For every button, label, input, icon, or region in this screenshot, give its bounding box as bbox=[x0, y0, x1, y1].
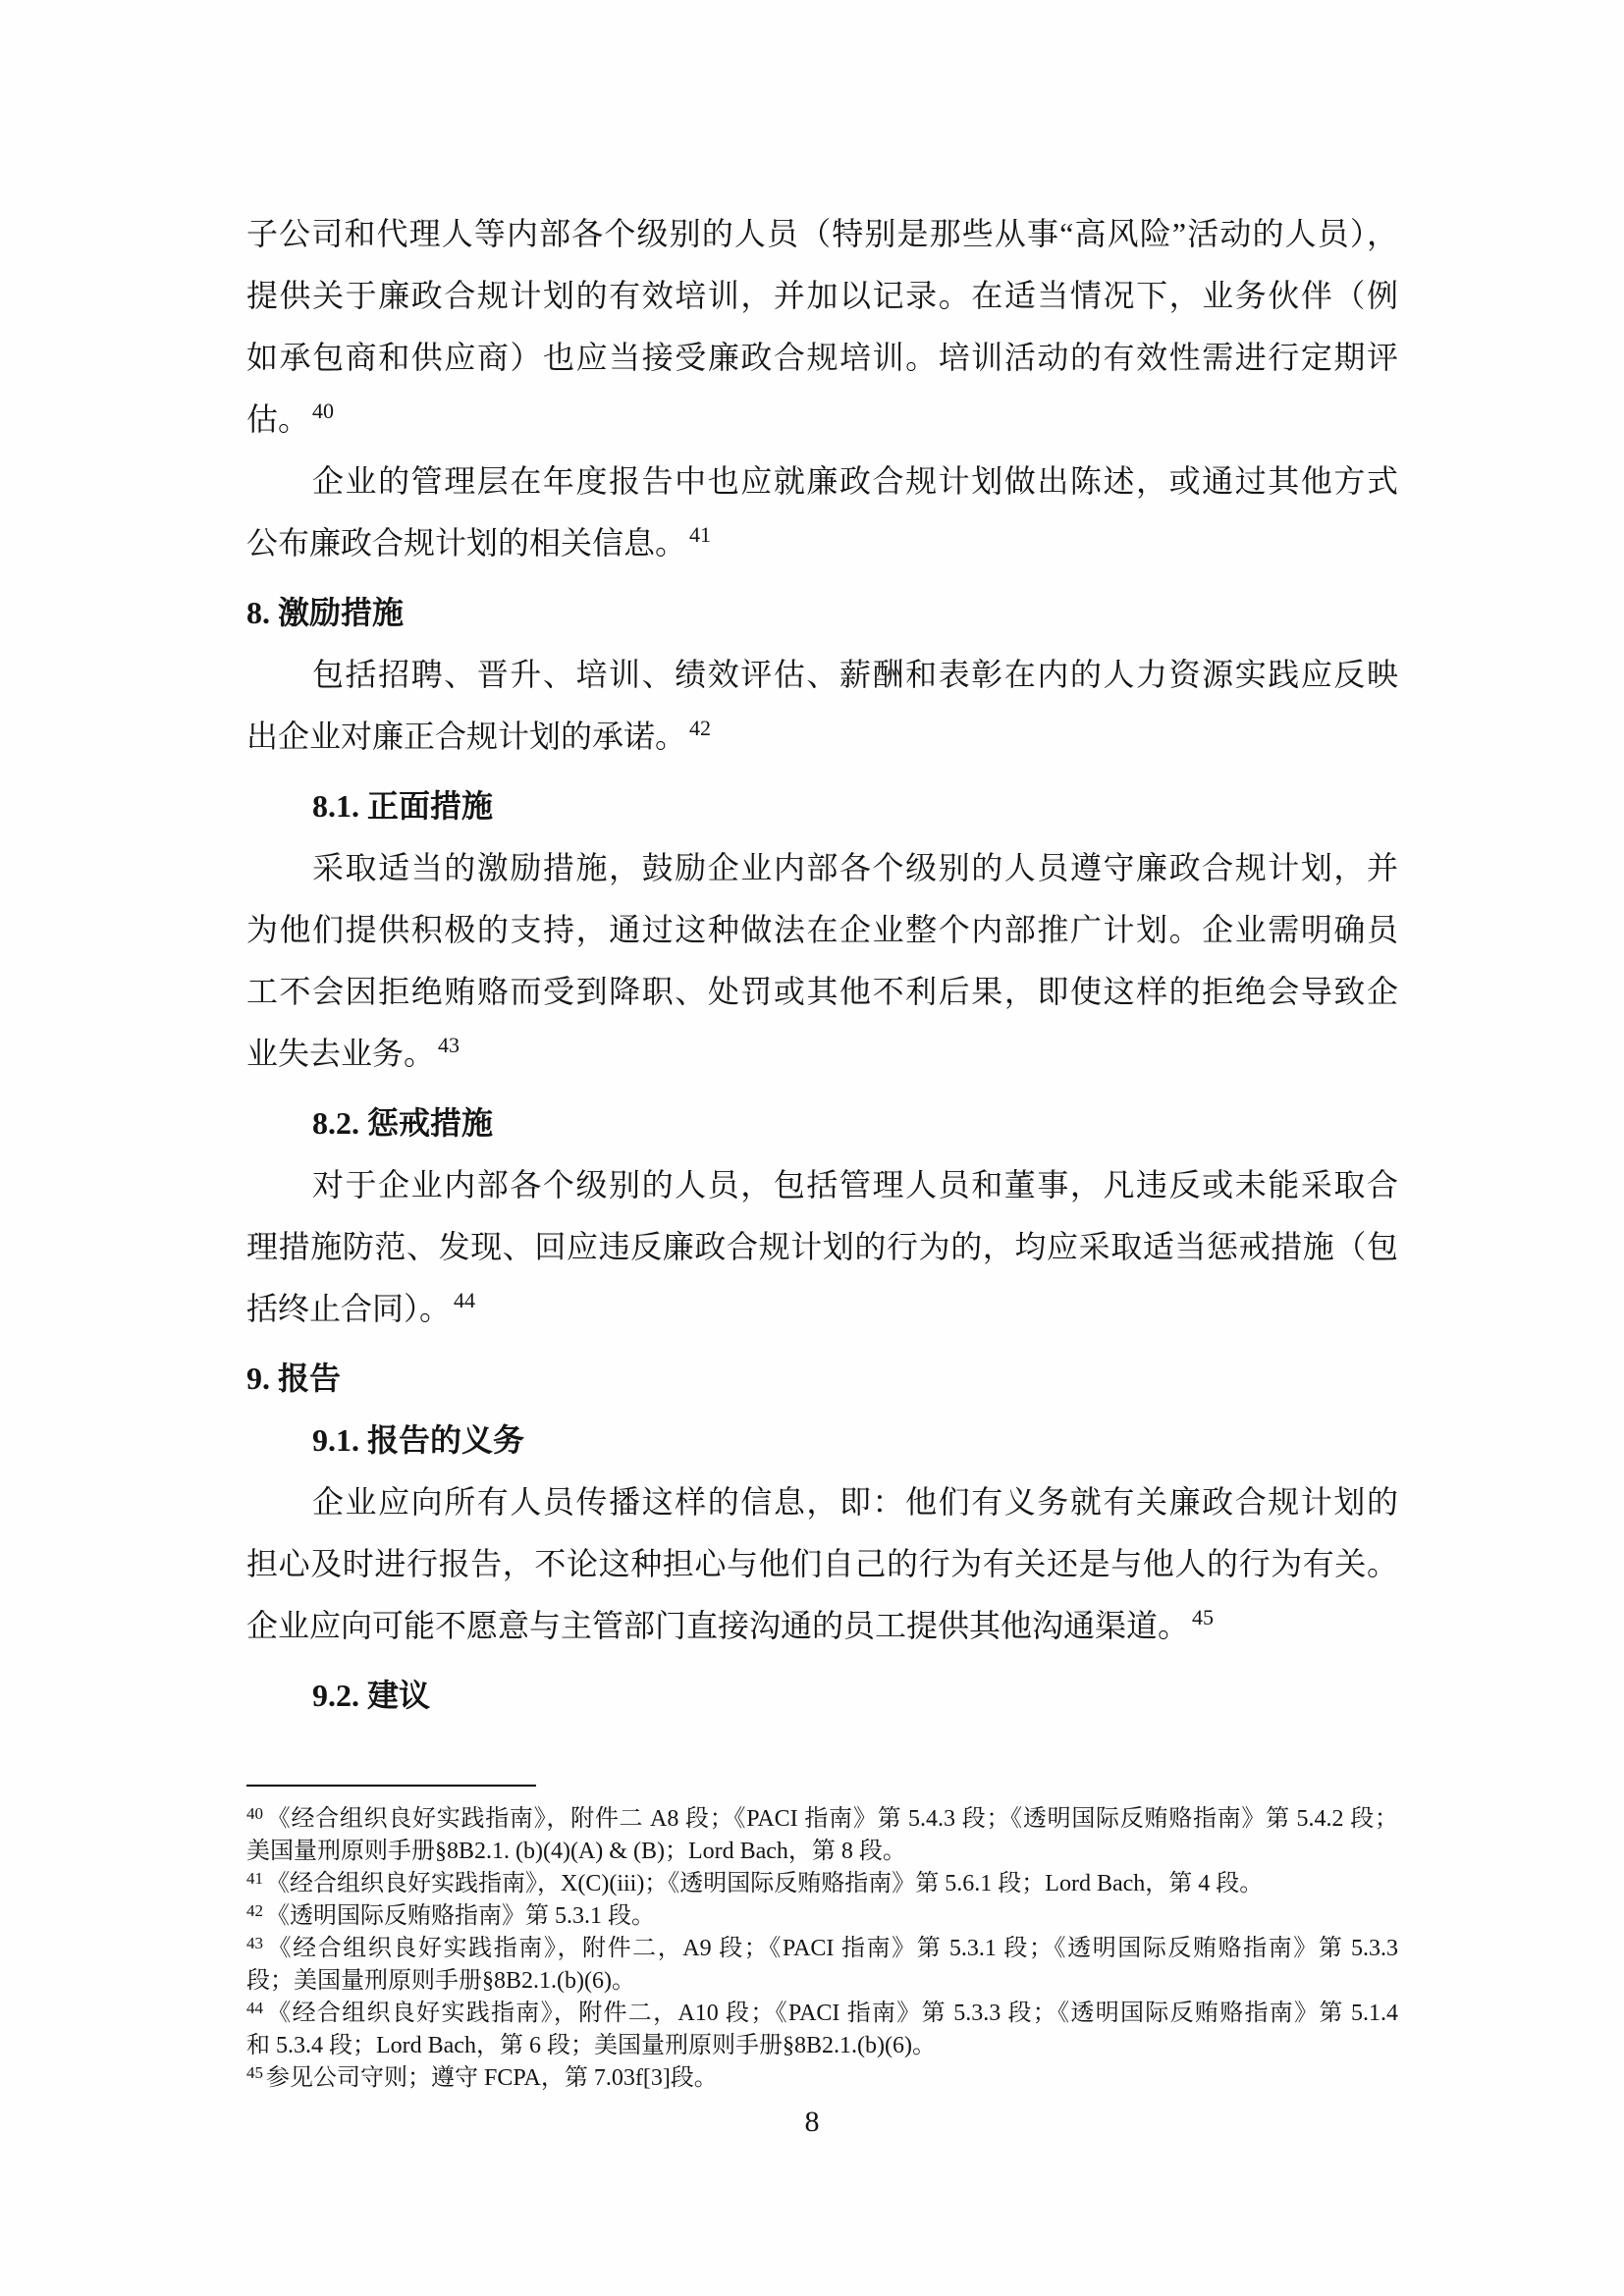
footnote-line bbox=[246, 1868, 1398, 1900]
text-line bbox=[246, 837, 1398, 899]
footnote-line bbox=[246, 1803, 1398, 1836]
text-line-content: 理措施防范、发现、回应违反廉政合规计划的行为的，均应采取适当惩戒措施（包 bbox=[246, 1229, 1398, 1264]
section-heading: 8.2. 惩戒措施 bbox=[312, 1105, 494, 1141]
text-line-content: 括终止合同）。 bbox=[246, 1291, 452, 1326]
footnote-line bbox=[246, 1998, 1398, 2030]
text-line-content: 工不会因拒绝贿赂而受到降职、处罚或其他不利后果，即使这样的拒绝会导致企 bbox=[246, 974, 1398, 1009]
text-line-content: 业失去业务。 bbox=[246, 1036, 436, 1071]
text-line-content: 企业应向可能不愿意与主管部门直接沟通的员工提供其他沟通渠道。 bbox=[246, 1608, 1190, 1643]
footnote-text: 和 5.3.4 段；Lord Bach，第 6 段；美国量刑原则手册§8B2.1.(b)(6)。 bbox=[246, 2033, 936, 2058]
text-line-content: 出企业对廉正合规计划的承诺。 bbox=[246, 719, 687, 754]
text-line bbox=[246, 961, 1398, 1023]
section-heading: 9.2. 建议 bbox=[312, 1678, 431, 1713]
page-number: 8 bbox=[804, 2106, 820, 2138]
footnote-line bbox=[246, 2030, 1398, 2062]
footnote-text: 《经合组织良好实践指南》，附件二，A9 段；《PACI 指南》第 5.3.1 段；《透明国际反贿赂指南》第 5.3.3 bbox=[266, 1936, 1398, 1961]
footnote-text: 《经合组织良好实践指南》，X(C)(iii)；《透明国际反贿赂指南》第 5.6.1 段；Lord Bach，第 4 段。 bbox=[266, 1871, 1264, 1896]
text-line-content: 提供关于廉政合规计划的有效培训，并加以记录。在适当情况下，业务伙伴（例 bbox=[246, 278, 1398, 313]
text-line bbox=[246, 706, 1398, 768]
footnote-line bbox=[246, 1836, 1398, 1868]
text-line bbox=[246, 451, 1398, 512]
footnote-ref: 45 bbox=[1192, 1605, 1215, 1629]
text-line-content: 如承包商和供应商）也应当接受廉政合规培训。培训活动的有效性需进行定期评 bbox=[246, 340, 1398, 375]
footnote-line bbox=[246, 1965, 1398, 1998]
footnote-number: 43 bbox=[246, 1934, 263, 1952]
footnote-ref: 43 bbox=[438, 1033, 460, 1057]
text-line-content: 企业应向所有人员传播这样的信息，即：他们有义务就有关廉政合规计划的 bbox=[312, 1484, 1398, 1520]
footnote-ref: 40 bbox=[312, 399, 335, 423]
text-line-content: 包括招聘、晋升、培训、绩效评估、薪酬和表彰在内的人力资源实践应反映 bbox=[312, 657, 1398, 692]
text-line-content: 采取适当的激励措施，鼓励企业内部各个级别的人员遵守廉政合规计划，并 bbox=[312, 850, 1398, 885]
text-line bbox=[246, 203, 1398, 265]
section-heading: 9.1. 报告的义务 bbox=[312, 1422, 525, 1458]
text-line bbox=[246, 644, 1398, 706]
footnote-number: 44 bbox=[246, 1999, 263, 2017]
section-heading: 9. 报告 bbox=[246, 1361, 342, 1396]
section-heading: 8.1. 正面措施 bbox=[312, 788, 494, 824]
footnote-text: 《透明国际反贿赂指南》第 5.3.1 段。 bbox=[266, 1903, 655, 1929]
footnote-line bbox=[246, 2062, 1398, 2095]
footnote-ref: 42 bbox=[689, 716, 712, 740]
document-body bbox=[246, 0, 1398, 1727]
text-line bbox=[246, 265, 1398, 327]
text-line bbox=[246, 512, 1398, 574]
footnote-text: 美国量刑原则手册§8B2.1. (b)(4)(A) & (B)；Lord Bach，第 8 段。 bbox=[246, 1839, 906, 1864]
footnote-line bbox=[246, 1933, 1398, 1965]
text-line bbox=[246, 1471, 1398, 1533]
footnote-text: 《经合组织良好实践指南》，附件二，A10 段；《PACI 指南》第 5.3.3 段；《透明国际反贿赂指南》第 5.1.4 bbox=[266, 2001, 1398, 2026]
text-line-content: 子公司和代理人等内部各个级别的人员（特别是那些从事“高风险”活动的人员）， bbox=[246, 216, 1398, 251]
text-line bbox=[246, 1595, 1398, 1657]
text-line-content: 估。 bbox=[246, 401, 310, 437]
footnote-number: 41 bbox=[246, 1869, 263, 1888]
footnote-ref: 44 bbox=[454, 1288, 476, 1312]
text-line-content: 企业的管理层在年度报告中也应就廉政合规计划做出陈述，或通过其他方式 bbox=[312, 463, 1398, 499]
text-line-content: 为他们提供积极的支持，通过这种做法在企业整个内部推广计划。企业需明确员 bbox=[246, 912, 1398, 947]
footnote-line bbox=[246, 1900, 1398, 1933]
section-heading: 8. 激励措施 bbox=[246, 595, 405, 630]
footnote-ref: 41 bbox=[689, 522, 712, 547]
footnote-text: 段；美国量刑原则手册§8B2.1.(b)(6)。 bbox=[246, 1968, 635, 1994]
text-line bbox=[246, 1278, 1398, 1340]
text-line-content: 对于企业内部各个级别的人员，包括管理人员和董事，凡违反或未能采取合 bbox=[312, 1167, 1398, 1202]
text-line-content: 公布廉政合规计划的相关信息。 bbox=[246, 525, 687, 561]
text-line bbox=[246, 389, 1398, 451]
text-line bbox=[246, 1154, 1398, 1216]
footnote-number: 40 bbox=[246, 1804, 263, 1823]
text-line bbox=[246, 1023, 1398, 1085]
text-line bbox=[246, 327, 1398, 389]
text-line bbox=[246, 899, 1398, 961]
footnote-text: 《经合组织良好实践指南》，附件二 A8 段；《PACI 指南》第 5.4.3 段；《透明国际反贿赂指南》第 5.4.2 段； bbox=[266, 1806, 1398, 1832]
text-line bbox=[246, 1533, 1398, 1595]
footnotes bbox=[246, 1787, 1398, 2095]
text-line bbox=[246, 1216, 1398, 1278]
text-line-content: 担心及时进行报告，不论这种担心与他们自己的行为有关还是与他人的行为有关。 bbox=[246, 1546, 1398, 1581]
footnote-text: 参见公司守则；遵守 FCPA，第 7.03f[3]段。 bbox=[266, 2065, 718, 2091]
footnote-number: 42 bbox=[246, 1901, 263, 1920]
footnote-number: 45 bbox=[246, 2063, 263, 2082]
